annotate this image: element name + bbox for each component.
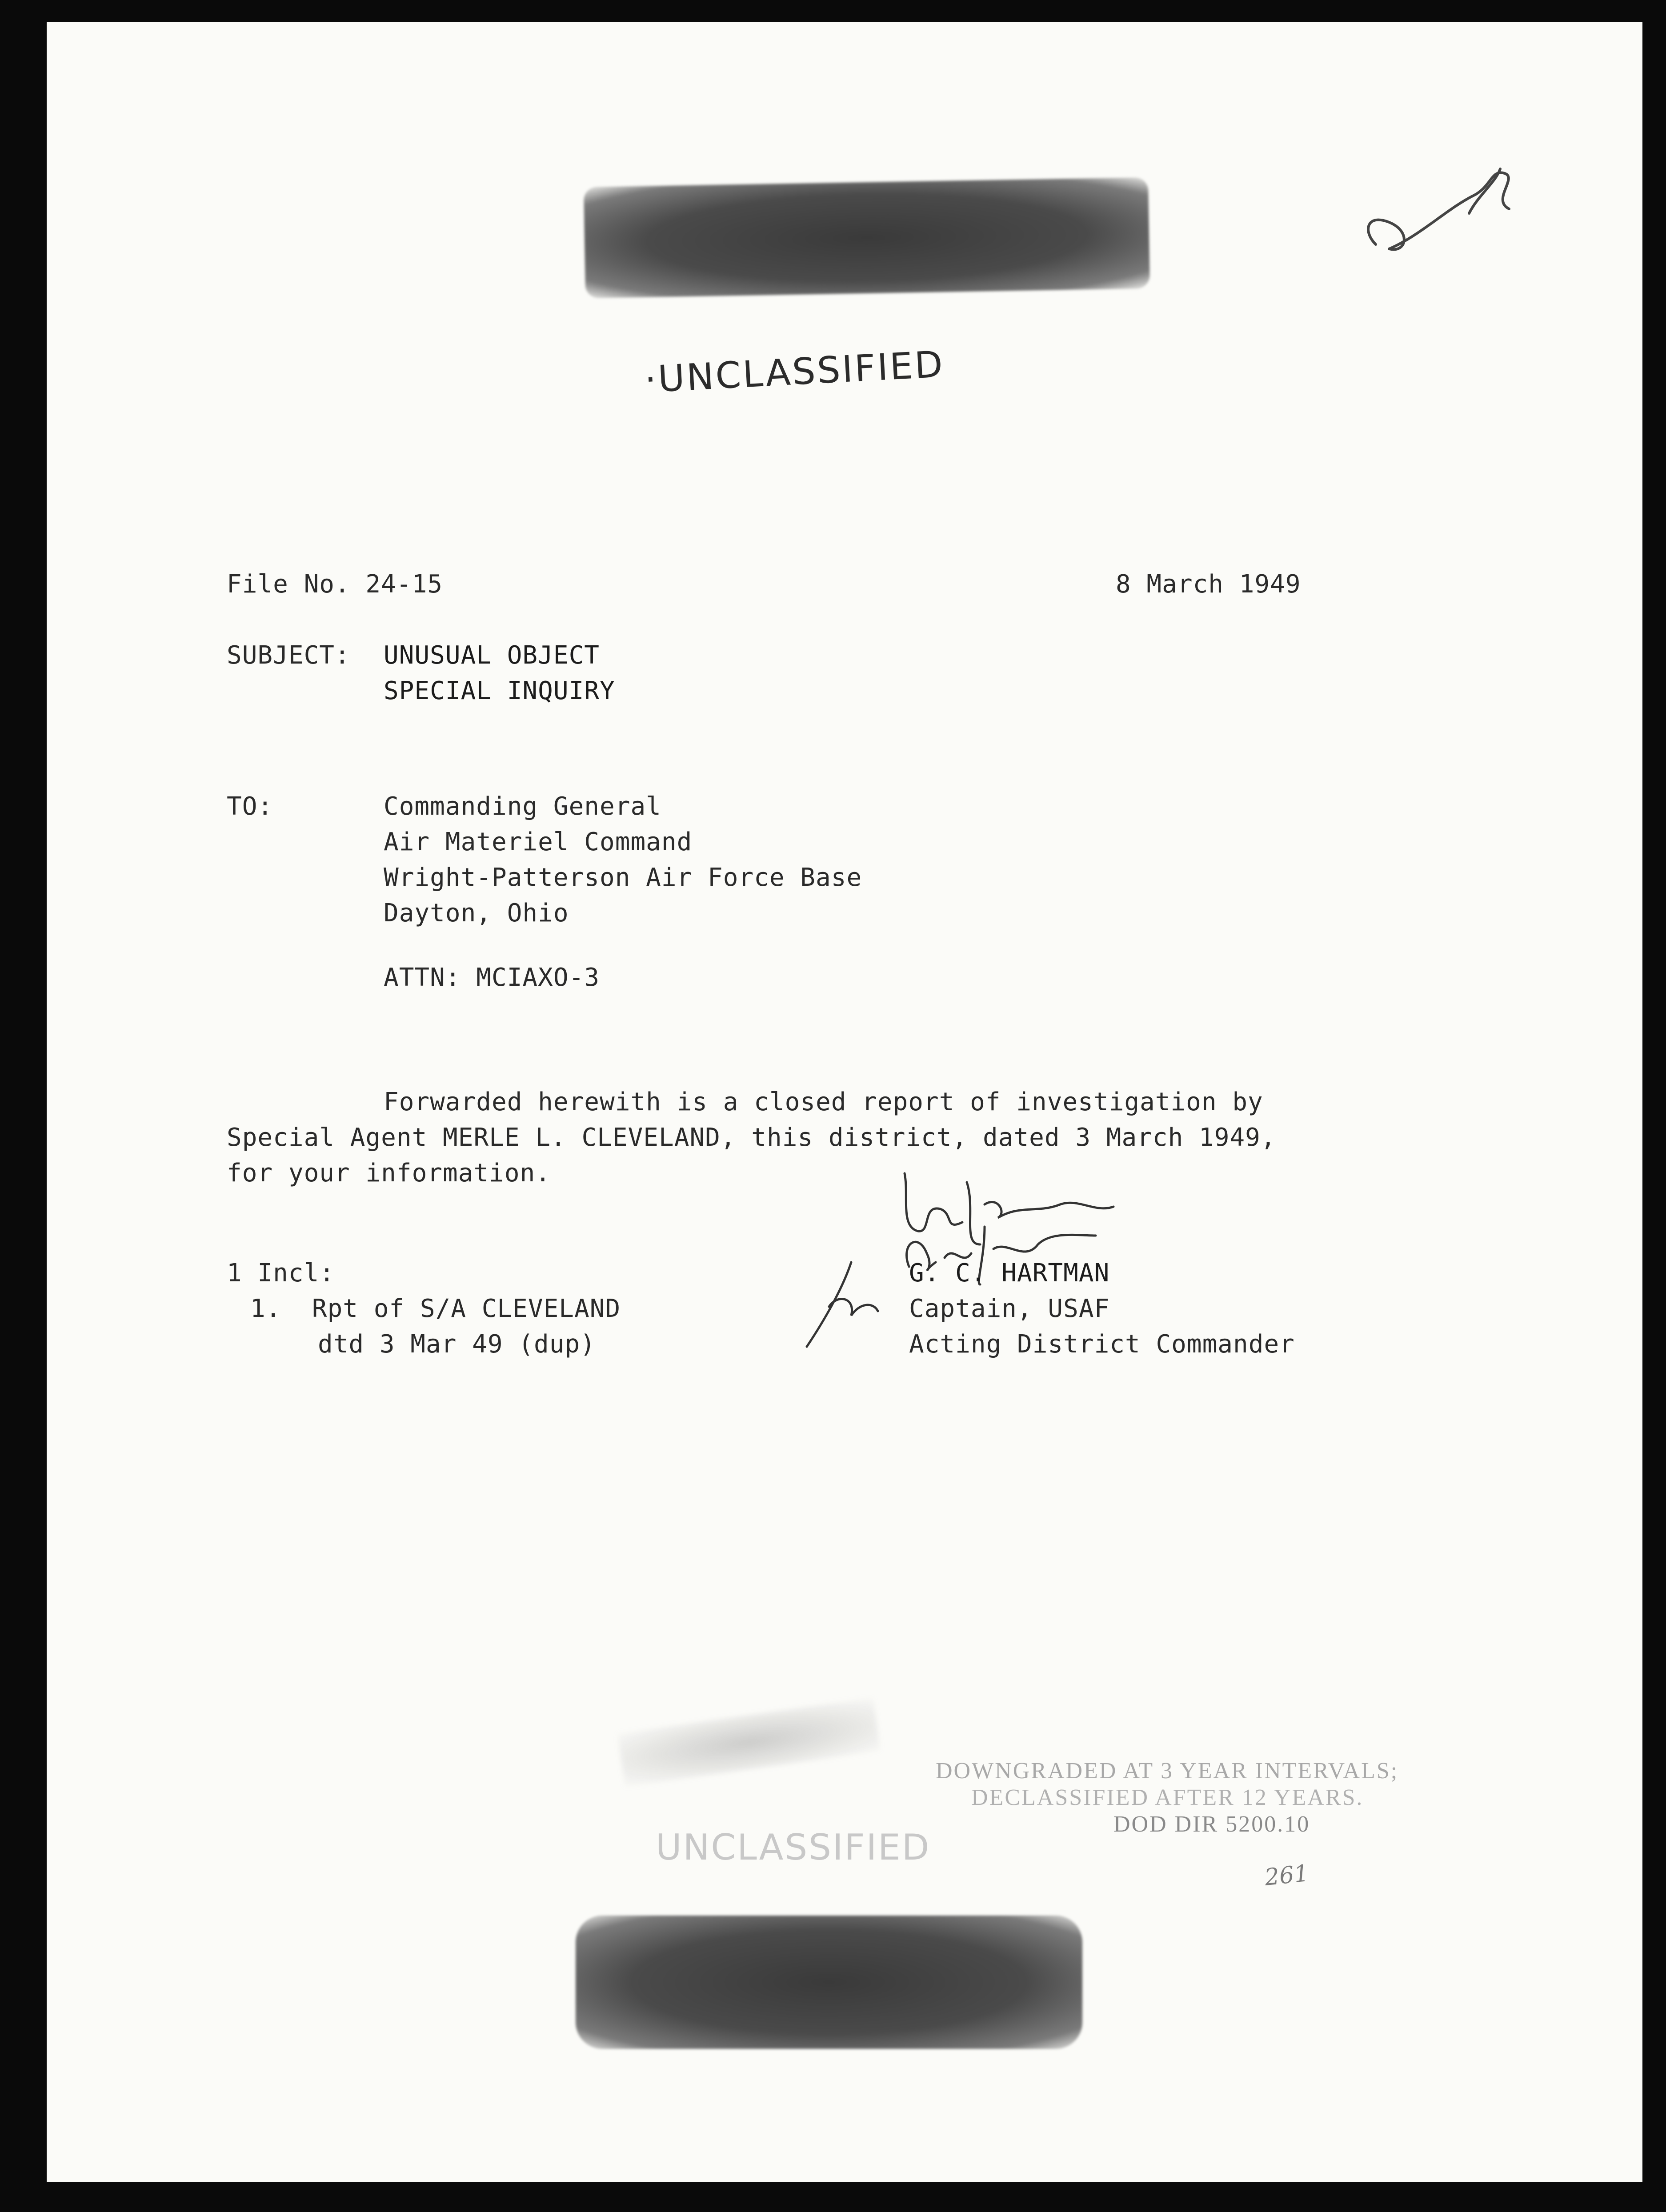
attention-line: ATTN: MCIAXO-3 (384, 963, 600, 992)
inclosure-item: 1. Rpt of S/A CLEVELAND (250, 1294, 621, 1323)
to-line-4: Dayton, Ohio (384, 899, 569, 928)
body-line-3: for your information. (227, 1159, 551, 1188)
handwritten-mark-icon (1358, 142, 1536, 276)
downgrade-line-3: DOD DIR 5200.10 (1113, 1812, 1310, 1837)
document-date: 8 March 1949 (1116, 570, 1301, 599)
classification-stamp-top: ·UNCLASSIFIED (643, 343, 945, 401)
subject-line-1: UNUSUAL OBJECT (384, 641, 600, 670)
page-mark: 261 (1263, 1860, 1310, 1892)
body-line-1: Forwarded herewith is a closed report of investigation by (384, 1088, 1263, 1116)
smudge-mark (617, 1698, 880, 1787)
to-label: TO: (227, 792, 273, 821)
signer-title: Acting District Commander (909, 1330, 1295, 1359)
redaction-top (584, 177, 1150, 298)
body-line-2: Special Agent MERLE L. CLEVELAND, this district, dated 3 March 1949, (227, 1123, 1276, 1152)
subject-line-2: SPECIAL INQUIRY (384, 676, 615, 705)
for-mark-icon (798, 1253, 887, 1356)
to-line-2: Air Materiel Command (384, 828, 693, 856)
subject-label: SUBJECT: (227, 641, 350, 670)
inclosure-item-date: dtd 3 Mar 49 (dup) (318, 1330, 596, 1359)
downgrade-line-2: DECLASSIFIED AFTER 12 YEARS. (971, 1785, 1364, 1810)
document-page (47, 22, 1642, 2182)
inclosure-heading: 1 Incl: (227, 1259, 335, 1288)
classification-stamp-bottom: UNCLASSIFIED (656, 1827, 931, 1868)
to-line-1: Commanding General (384, 792, 661, 821)
file-number: File No. 24-15 (227, 570, 443, 599)
to-line-3: Wright-Patterson Air Force Base (384, 863, 862, 892)
downgrade-line-1: DOWNGRADED AT 3 YEAR INTERVALS; (936, 1758, 1399, 1784)
signer-rank: Captain, USAF (909, 1294, 1110, 1323)
signer-name: G. C. HARTMAN (909, 1259, 1110, 1288)
redaction-bottom (576, 1916, 1082, 2049)
